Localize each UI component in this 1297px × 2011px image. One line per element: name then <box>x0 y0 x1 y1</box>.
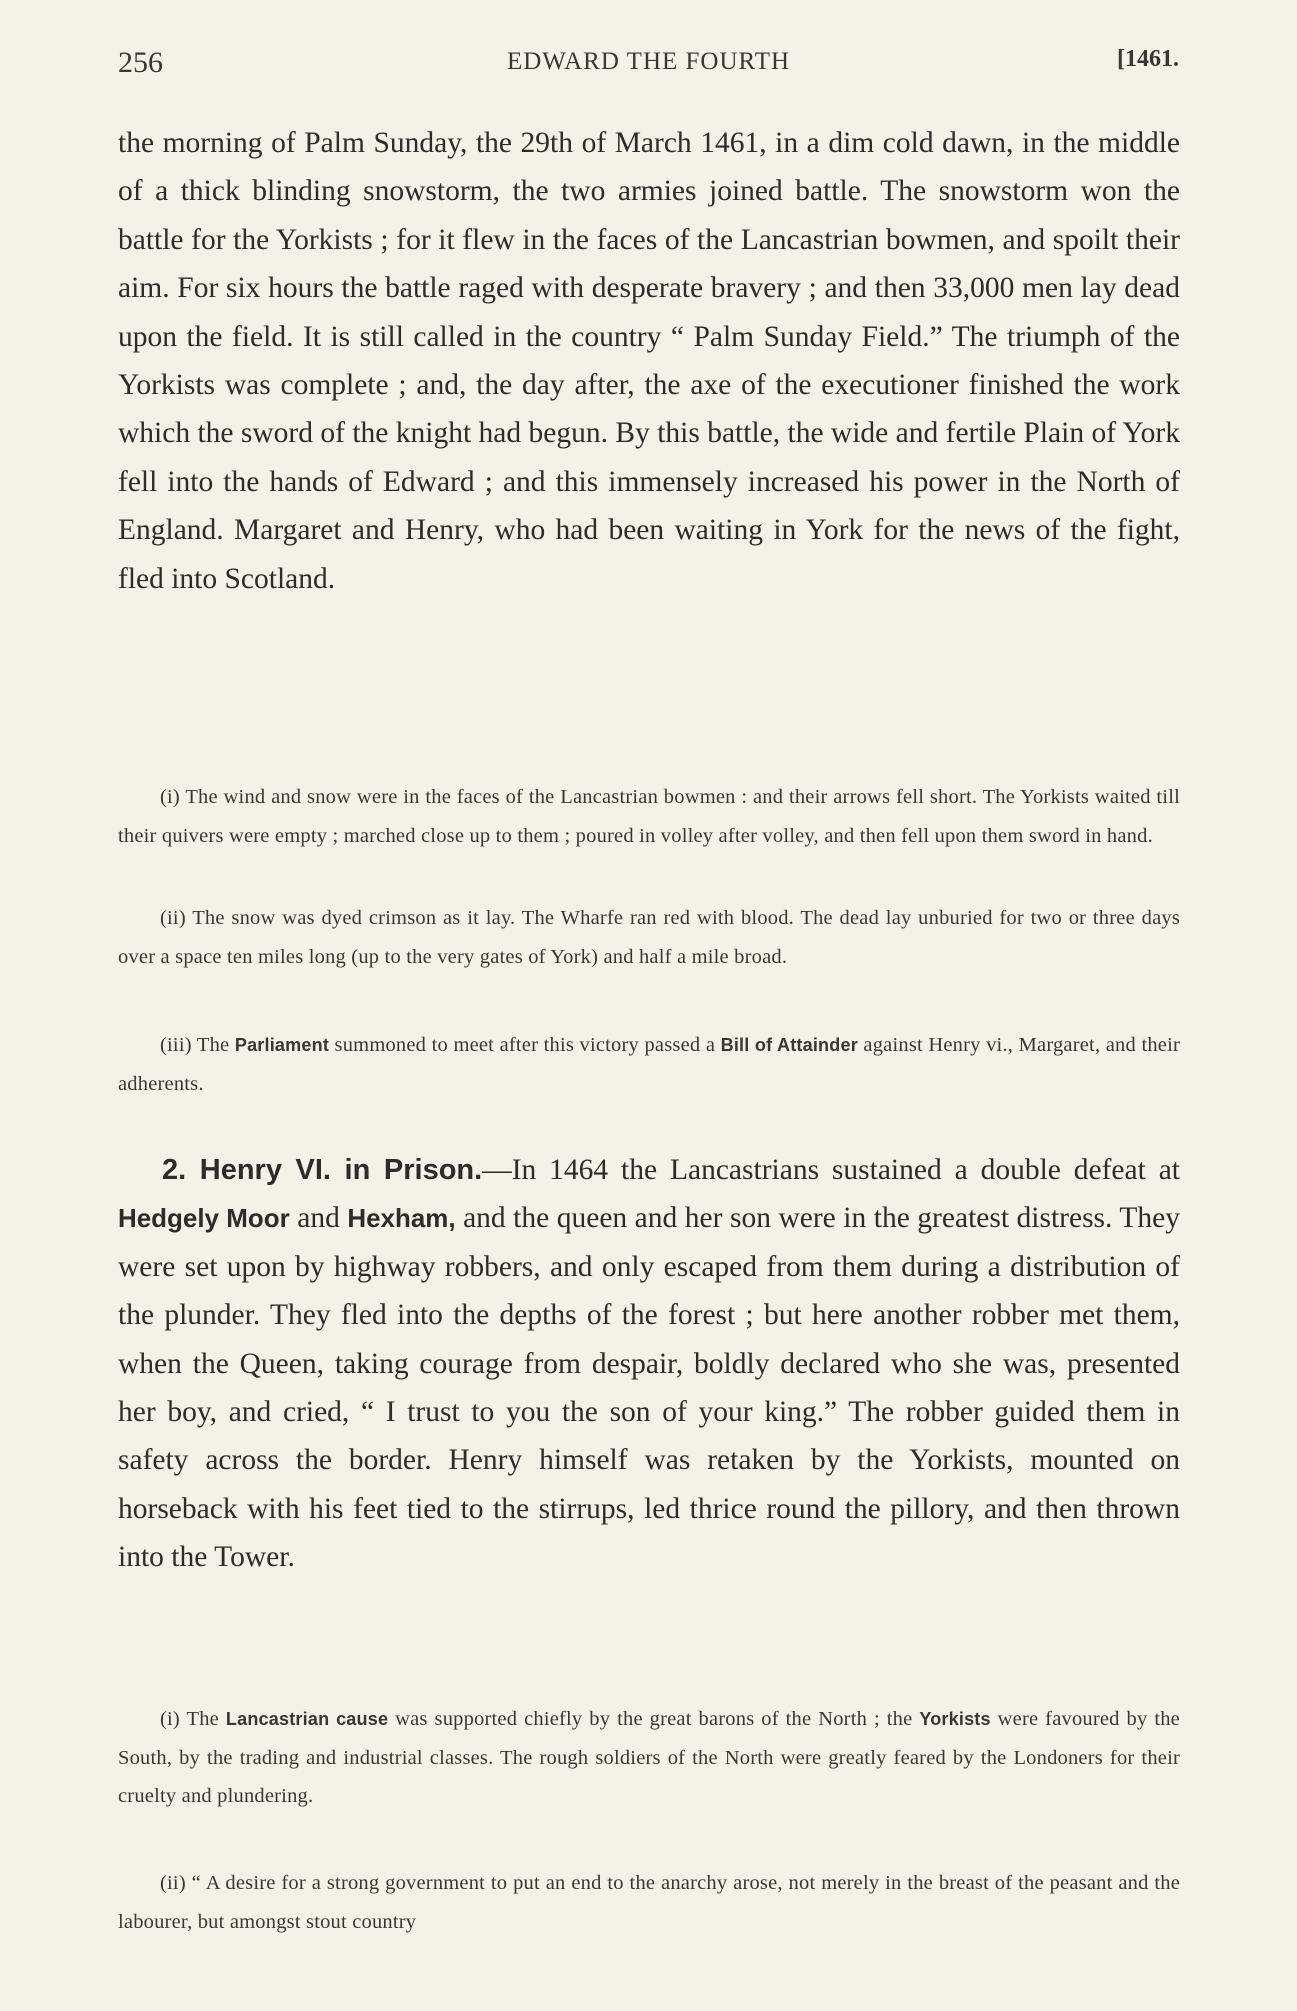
footnote-1-iii-lead: (iii) The <box>160 1034 230 1056</box>
section-heading: 2. Henry VI. in Prison. <box>162 1154 483 1186</box>
header-year: [1461. <box>1117 46 1179 72</box>
hedgely-moor-term: Hedgely Moor <box>118 1203 290 1234</box>
footnote-2-ii-text: (ii) “ A desire for a strong government to put an end to the anarchy arose, not merely in the breast of the peasant and the labourer, but amongst stout country <box>118 1872 1180 1933</box>
section-henry-in-prison <box>118 1146 1180 1582</box>
footnote-1-i-text: (i) The wind and snow were in the faces of the Lancastrian bowmen : and their arrows fell short. The Yorkists waited till their quivers were empty ; marched close up to them ; poured in volley after volley, and then fell upon them sword in hand. <box>118 786 1180 847</box>
footnote-1-i <box>118 778 1180 855</box>
running-title: EDWARD THE FOURTH <box>506 48 791 75</box>
yorkists-term: Yorkists <box>919 1709 991 1729</box>
section-and: and <box>297 1202 340 1235</box>
parliament-term: Parliament <box>234 1035 330 1055</box>
footnote-2-i-mid: was supported chiefly by the great barons of the North ; the <box>395 1708 913 1730</box>
page-number: 256 <box>118 46 163 79</box>
footnote-1-ii <box>118 899 1180 976</box>
footnote-1-iii <box>118 1026 1180 1103</box>
footnote-2-i-lead: (i) The <box>160 1708 219 1730</box>
footnote-1-iii-mid: summoned to meet after this victory passed a <box>334 1034 716 1056</box>
section-text-lead: —In 1464 the Lancastrians sustained a double defeat at <box>482 1154 1180 1186</box>
footnote-2-ii <box>118 1864 1180 1941</box>
footnote-1-iii-end: against Henry vi., Margaret, and their adherents. <box>118 1034 1181 1095</box>
footnote-2-i <box>118 1700 1180 1816</box>
footnote-2-i-end: were favoured by the South, by the trading and industrial classes. The rough soldiers of the North were greatly feared by the Londoners for their cruelty and plundering. <box>118 1708 1180 1807</box>
lancastrian-cause-term: Lancastrian cause <box>225 1709 389 1729</box>
paragraph-palm-sunday: the morning of Palm Sunday, the 29th of March 1461, in a dim cold dawn, in the middle of a thick blinding snowstorm, the two armies joined battle. The snowstorm won the battle for the Yorkists ; for it flew in the faces of the Lancastrian bowmen, and spoilt their aim. For six hours the battle raged with desperate bravery ; and then 33,000 men lay dead upon the field. It is still called in the country “ Palm Sunday Field.” The triumph of the Yorkists was complete ; and, the day after, the axe of the executioner finished the work which the sword of the knight had begun. By this battle, the wide and fertile Plain of York fell into the hands of Edward ; and this immensely increased his power in the North of England. Margaret and Henry, who had been waiting in York for the news of the fight, fled into Scotland. <box>118 127 1180 595</box>
footnote-1-ii-text: (ii) The snow was dyed crimson as it lay. The Wharfe ran red with blood. The dead lay unburied for two or three days over a space ten miles long (up to the very gates of York) and half a mile broad. <box>118 907 1180 968</box>
section-text-body: and the queen and her son were in the greatest distress. They were set upon by highway robbers, and only escaped from them during a distribution of the plunder. They fled into the depths of the forest ; but here another robber met them, when the Queen, taking courage from despair, boldly declared who she was, presented her boy, and cried, “ I trust to you the son of your king.” The robber guided them in safety across the border. Henry himself was retaken by the Yorkists, mounted on horseback with his feet tied to the stirrups, led thrice round the pillory, and then thrown into the Tower. <box>118 1202 1181 1574</box>
running-header <box>118 46 1179 86</box>
bill-of-attainder-term: Bill of Attainder <box>720 1035 858 1055</box>
hexham-term: Hexham, <box>347 1203 456 1234</box>
